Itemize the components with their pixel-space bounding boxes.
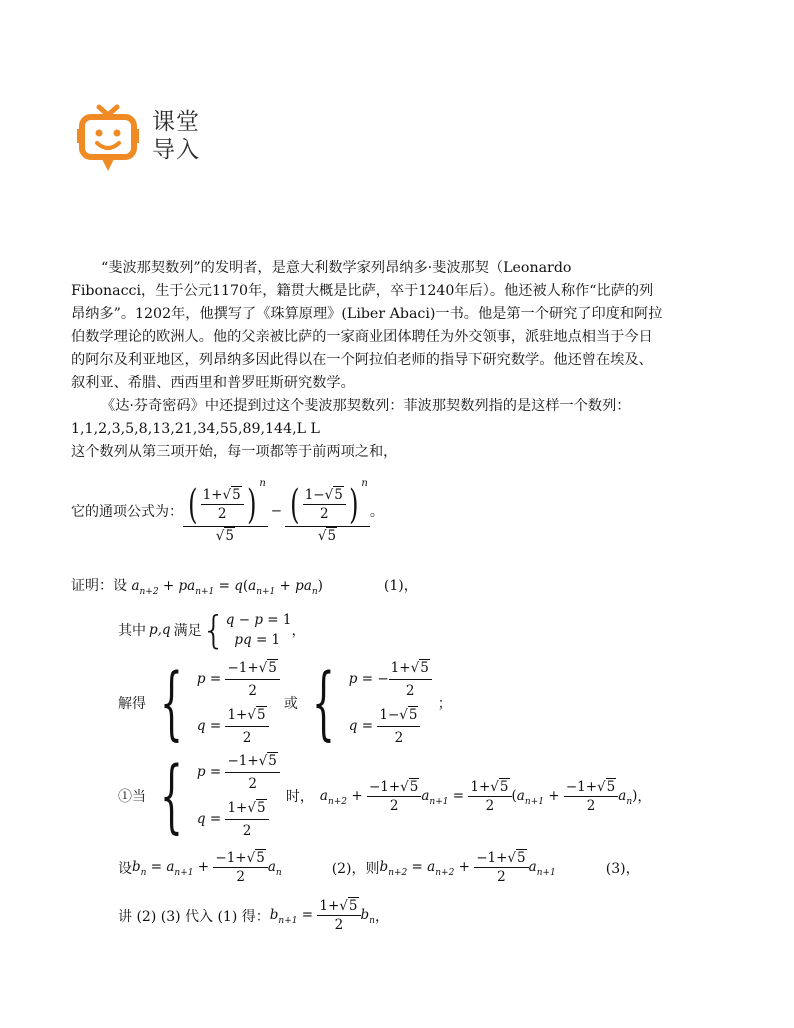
logo [77, 103, 139, 175]
intro-line: 这个数列从第三项开始，每一项都等于前两项之和， [71, 444, 398, 460]
pq-condition: 其中 p,q 满足 { q − p = 1 pq = 1 ， [118, 608, 306, 652]
chat-face-icon [77, 103, 139, 175]
section-title: 课堂 导入 [152, 109, 200, 163]
intro-line: Fibonacci，生于公元1170年，籍贯大概是比萨，卒于1240年后）。他还被人称作“比萨的列 [71, 283, 654, 299]
intro-line: 昂纳多”。1202年，他撰写了《珠算原理》(Liber Abaci)一书。他是第一个研究了印度和阿拉 [71, 306, 663, 322]
solution-system: 解得 { p = $\frac{-1+√5}{2}$ q = $\frac{1+√5}{2}$ 或 { p = − $\frac{1+√5}{2}$ q = $\frac{1-√5}{2}$ ； [118, 656, 452, 749]
general-formula: 它的通项公式为： ( $\frac{1+√5}{2}$ ) $^n$ √5 − ( $\frac{1-√5}{2}$ ) $^n$ √5 。 [71, 478, 384, 544]
case-one: ①当 { p = $\frac{-1+√5}{2}$ q = $\frac{1+√5}{2}$ 时， $a_{n+2}$ + $\frac{-1+√5}{2}$ $a_{n+1}$ = $\frac{1+√5}{2}$ ($a_{n+1}$ + $\frac{-1+√5}{2}$ $a_n$) ， [118, 749, 652, 842]
intro-line: 的阿尔及利亚地区，列昂纳多因此得以在一个阿拉伯老师的指导下研究数学。他还曾在埃及、 [71, 352, 653, 368]
intro-line: 叙利亚、希腊、西西里和普罗旺斯研究数学。 [71, 375, 355, 391]
substitution: 讲 (2) (3) 代入 (1) 得： $b_{n+1}$ = $\frac{1+√5}{2}$ $b_n$ ， [118, 898, 389, 933]
intro-line: 《达·芬奇密码》中还提到过这个斐波那契数列：菲波那契数列指的是这样一个数列： [101, 398, 631, 414]
intro-line: “斐波那契数列”的发明者，是意大利数学家列昂纳多·斐波那契（Leonardo [101, 260, 572, 276]
proof-statement: 证明：设 $a_{n+2} + pa_{n+1} = q(a_{n+1} + pa_n)$ (1)， [71, 578, 418, 597]
intro-line: 伯数学理论的欧洲人。他的父亲被比萨的一家商业团体聘任为外交领事，派驻地点相当于今日 [71, 329, 653, 345]
intro-text [71, 257, 666, 464]
fibonacci-sequence: 1,1,2,3,5,8,13,21,34,55,89,144,L L [71, 421, 320, 437]
define-b: 设 $b_n = a_{n+1}$ + $\frac{-1+√5}{2}$ $a_n$ (2)，则 $b_{n+2} = a_{n+2}$ + $\frac{-1+√5}{2}$ $a_{n+1}$ (3)， [118, 850, 640, 885]
